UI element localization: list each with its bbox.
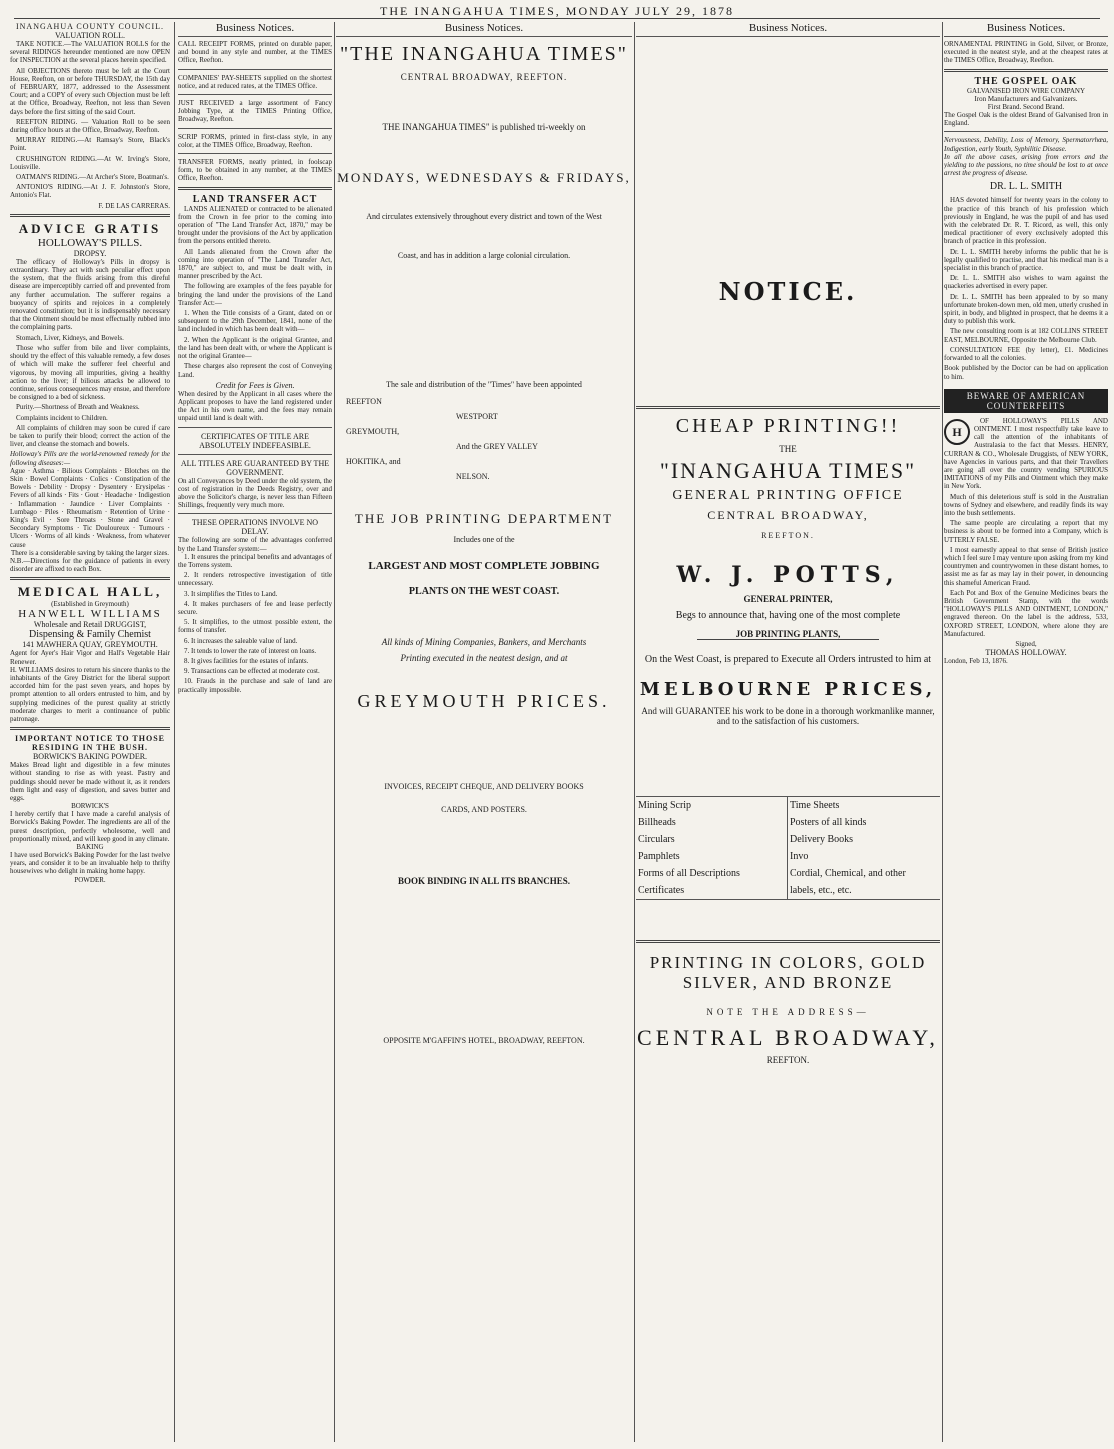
land-transfer-paragraph: 1. When the Title consists of a Grant, dated on or subsequent to the 29th December, 1841, none of the land included in which has been dealt with— xyxy=(178,309,332,334)
potts-name: W. J. POTTS, xyxy=(676,562,900,588)
column-divider xyxy=(634,22,635,1442)
borwick-heading: BORWICK'S BAKING POWDER. xyxy=(32,752,148,762)
medical-text: H. WILLIAMS desires to return his sincere thanks to the inhabitants of the Grey District for the liberal support accorded him for the past seven years, and hopes by prompt attention to all orders entrusted to him, and by supplying medicines of the purest quality at strictly moderate charges to merit a continuance of public patronage. xyxy=(10,665,170,723)
operations-item: 9. Transactions can be effected at moderate cost. xyxy=(184,667,320,676)
saving-note: There is a considerable saving by taking the larger sizes. xyxy=(10,548,170,557)
times-subtitle: CENTRAL BROADWAY, REEFTON. xyxy=(400,72,568,82)
divider xyxy=(10,214,170,217)
divider xyxy=(10,727,170,730)
beware-notice xyxy=(944,417,1108,638)
cheap-printing-heading: CHEAP PRINTING!! xyxy=(675,415,901,437)
operations-item: 7. It tends to lower the rate of interest on loans. xyxy=(184,646,317,655)
land-transfer-paragraph: 2. When the Applicant is the original Grantee, and the land has been dealt with, or where the Applicant is not the original Grantee— xyxy=(178,335,332,361)
divider xyxy=(178,187,332,190)
nervous-text: In all the above cases, arising from errors and the yielding to the passions, no time should be lost to at once arrest the progress of disease. xyxy=(944,152,1108,178)
operations-intro: The following are some of the advantages conferred by the Land Transfer system:— xyxy=(178,536,332,553)
notice-heading: NOTICE. xyxy=(718,277,858,306)
agent-location: GREYMOUTH, xyxy=(346,427,400,436)
manufacturers-line: Iron Manufacturers and Galvanizers. xyxy=(974,94,1078,103)
column-1 xyxy=(10,22,170,884)
medical-established: (Established in Greymouth) xyxy=(51,600,129,609)
agent-location: And the GREY VALLEY xyxy=(456,442,538,451)
central-broadway-footer: CENTRAL BROADWAY, xyxy=(637,1025,939,1050)
doctor-paragraph: Dr. L. L. SMITH has been appealed to by so many unfortunate broken-down men, old men, utterly crushed in spirit, in body, and blighted in prospect, that he deems it a duty to publish this work. xyxy=(944,292,1108,326)
operations-item: 8. It gives facilities for the estates of infants. xyxy=(184,656,309,665)
days-line: MONDAYS, WEDNESDAYS & FRIDAYS, xyxy=(337,170,631,185)
certificates-heading: CERTIFICATES OF TITLE ARE ABSOLUTELY INDEFEASIBLE. xyxy=(199,431,311,450)
london-date: London, Feb 13, 1876. xyxy=(944,657,1008,666)
divider xyxy=(178,427,332,428)
signed-label: Signed, xyxy=(1015,639,1037,648)
operations-item: 1. It ensures the principal benefits and advantages of the Torrens system. xyxy=(178,552,332,569)
agent-location: WESTPORT xyxy=(456,412,498,421)
column-header: Business Notices. xyxy=(636,22,940,37)
doctor-heading: DR. L. L. SMITH xyxy=(989,181,1063,193)
divider xyxy=(636,406,940,409)
dropsy-paragraph: Those who suffer from bile and liver complaints, should try the effect of this valuable remedy, a few doses of which will make the sufferer feel cheerful and vigorous, by moving all impurities, giving a healthy action to the liver; if bilious attacks be allowed to continue, serious consequences may ensue, and therefore be consigned to a bed of sickness. xyxy=(10,343,170,402)
job-printing-heading: THE JOB PRINTING DEPARTMENT xyxy=(354,511,614,526)
beware-paragraph: OF HOLLOWAY'S PILLS AND OINTMENT. I most respectfully take leave to call the attention of the inhabitants of Australasia to the fact that Messrs. HENRY, CURRAN & CO., Wholesale Druggists, of NEW YORK, have Agencies in various parts, and that their Travellers are going all over the country vending SPURIOUS IMITATIONS of my Pills and Ointment which they make in New York. xyxy=(944,416,1108,491)
land-transfer-paragraph: LANDS ALIENATED or contracted to be alienated from the Crown in fee prior to the coming into operation of "The Land Transfer Act, 1870," may be brought under the provisions of the Act by application from the persons entitled thereto. xyxy=(178,204,332,246)
general-printer: GENERAL PRINTER, xyxy=(743,594,833,604)
dropsy-paragraph: Stomach, Liver, Kidneys, and Bowels. xyxy=(16,333,124,342)
column-5 xyxy=(944,22,1108,665)
valuation-paragraph: OATMAN'S RIDING.—At Archer's Store, Boatman's. xyxy=(16,173,169,182)
dropsy-paragraph: The efficacy of Holloway's Pills in dropsy is extraordinary. They act with such peculiar effect upon the system, that the fluids arising from this direful disease are imperceptibly carried off and prevented from any further accumulation. The sufferer regains a buoyancy of spirits and rejoices in a completely renovated constitution; but it is indispensably necessary that the Ointment should be most effectually rubbed into the complaining parts. xyxy=(10,257,170,332)
westcoast-line: On the West Coast, is prepared to Execute all Orders intrusted to him at xyxy=(644,654,932,665)
doctor-paragraph: Dr. L. L. SMITH hereby informs the public that he is legally qualified to practise, and that his medical man is a specialist in this branch of practice. xyxy=(944,247,1108,273)
valuation-paragraph: ANTONIO'S RIDING.—At J. F. Johnston's Store, Antonio's Flat. xyxy=(10,183,170,200)
agent-location: NELSON. xyxy=(456,472,490,481)
divider xyxy=(944,131,1108,132)
beware-paragraph: I most earnestly appeal to that sense of British justice which I feel sure I may venture upon asking from my kind countrymen and countrywomen in these distant homes, to assist me as far as may lay in their power, in denouncing this shameful American Fraud. xyxy=(944,545,1108,587)
column-divider xyxy=(334,22,335,1442)
operations-item: 4. It makes purchasers of fee and lease perfectly secure. xyxy=(178,599,332,616)
divider xyxy=(944,69,1108,72)
work-type-item: Time Sheets xyxy=(790,800,840,811)
valuation-notice xyxy=(10,40,170,200)
plants-line: PLANTS ON THE WEST COAST. xyxy=(408,586,560,597)
divider xyxy=(178,454,332,455)
holloway-heading: HOLLOWAY'S PILLS. xyxy=(37,236,143,249)
transfer-forms-notice: TRANSFER FORMS, neatly printed, in foolscap form, to be obtained in any number, at the TIMES Office, Reefton. xyxy=(178,158,332,183)
column-header: Business Notices. xyxy=(178,22,332,37)
galvanised-heading: GALVANISED IRON WIRE COMPANY xyxy=(966,86,1086,95)
greymouth-prices: GREYMOUTH PRICES. xyxy=(357,691,611,711)
column-2 xyxy=(178,22,332,696)
central-broadway: CENTRAL BROADWAY, xyxy=(707,508,869,522)
work-type-item: Forms of all Descriptions xyxy=(636,865,788,882)
agents-list xyxy=(336,397,632,481)
scrip-forms-notice: SCRIP FORMS, printed in first-class style, in any color, at the TIMES Office, Broadway, Reefton. xyxy=(178,132,332,149)
ailments-list: Ague · Asthma · Bilious Complaints · Blotches on the Skin · Bowel Complaints · Colics · Constipation of the Bowels · Debility · Dropsy · Dysentery · Erysipelas · Fevers of all kinds · Fits · Gout · Headache · Indigestion · Inflammation · Jaundice · Liver Complaints · Lumbago · Piles · Rheumatism · Retention of Urine · King's Evil · Sore Throats · Stone and Gravel · Secondary Symptoms · Tic Douloureux · Tumours · Ulcers · Worms of all kinds · Weakness, from whatever cause xyxy=(10,466,170,549)
invoices-line: INVOICES, RECEIPT CHEQUE, AND DELIVERY BOOKS xyxy=(384,782,584,791)
divider xyxy=(636,940,940,943)
work-type-item: Circulars xyxy=(636,831,788,848)
medical-address: 141 MAWHERA QUAY, GREYMOUTH. xyxy=(22,640,158,650)
doctor-text xyxy=(944,196,1108,362)
work-types-list xyxy=(636,796,940,900)
kinds-line: All kinds of Mining Companies, Bankers, and Merchants xyxy=(381,637,587,647)
beware-paragraph: Each Pot and Box of the Genuine Medicines bears the British Government Stamp, with the words "HOLLOWAY'S PILLS AND OINTMENT, LONDON," engraved thereon. On the label is the address, 533, OXFORD STREET, LONDON, where alone they are Manufactured. xyxy=(944,588,1108,638)
reefton-label: REEFTON. xyxy=(761,531,815,540)
pay-sheets-notice: COMPANIES' PAY-SHEETS supplied on the shortest notice, and at reduced rates, at the TIMES Office. xyxy=(178,73,332,90)
work-type-item: Invo xyxy=(790,851,809,862)
baking-text: I have used Borwick's Baking Powder for the last twelve years, and consider it to be an invaluable help to thrifty housewives who delight in making home happy. xyxy=(10,851,170,876)
ornamental-notice: ORNAMENTAL PRINTING in Gold, Silver, or Bronze, executed in the neatest style, and at the cheapest rates at the TIMES Office, Broadway, Reefton. xyxy=(944,40,1108,65)
divider xyxy=(178,153,332,154)
valuation-paragraph: MURRAY RIDING.—At Ramsay's Store, Black's Point. xyxy=(10,136,170,153)
valuation-paragraph: TAKE NOTICE.—The VALUATION ROLLS for the several RIDINGS hereunder mentioned are now OPEN for INSPECTION at the several places herein specified. xyxy=(10,40,170,65)
borwick-certificate: I hereby certify that I have made a careful analysis of Borwick's Baking Powder. The ingredients are all of the purest description, perfectly wholesome, well and proportionally mixed, and will keep good in any climate. xyxy=(10,810,170,843)
masthead-rule xyxy=(14,18,1100,19)
book-note: Book published by the Doctor can be had on application to him. xyxy=(944,364,1108,381)
land-transfer-paragraph: These charges also represent the cost of Conveying Land. xyxy=(178,362,332,379)
masthead: THE INANGAHUA TIMES, MONDAY JULY 29, 1878 xyxy=(380,4,734,18)
guaranteed-heading: ALL TITLES ARE GUARANTEED BY THE GOVERNMENT. xyxy=(180,458,330,477)
general-printing-office: GENERAL PRINTING OFFICE xyxy=(672,488,904,503)
brand-line: First Brand. Second Brand. xyxy=(987,102,1065,111)
colors-heading: PRINTING IN COLORS, GOLD SILVER, AND BRONZE xyxy=(649,953,927,992)
credit-text: When desired by the Applicant in all cases where the Applicant proposes to have the land registered under the Act in his own name, and the fees may remain unpaid until land is dealt with. xyxy=(178,389,332,423)
bookbinding-line: BOOK BINDING IN ALL ITS BRANCHES. xyxy=(397,876,571,886)
work-type-item: Certificates xyxy=(636,882,788,899)
dropsy-text xyxy=(10,258,170,448)
dropsy-paragraph: Purity.—Shortness of Breath and Weakness. xyxy=(16,403,140,412)
melbourne-prices: MELBOURNE PRICES, xyxy=(639,679,937,700)
published-line: THE INANGAHUA TIMES" is published tri-weekly on xyxy=(382,122,586,132)
operations-list xyxy=(178,553,332,694)
guarantee-line: And will GUARANTEE his work to be done in a thorough workmanlike manner, and to the satisfaction of his customers. xyxy=(641,706,935,726)
circulates-line: And circulates extensively throughout every district and town of the West xyxy=(366,212,602,221)
job-plants-line: JOB PRINTING PLANTS, xyxy=(697,629,879,640)
operations-heading: THESE OPERATIONS INVOLVE NO DELAY. xyxy=(191,518,319,537)
column-divider xyxy=(942,22,943,1442)
largest-line: LARGEST AND MOST COMPLETE JOBBING xyxy=(368,560,600,572)
holloway-signature: THOMAS HOLLOWAY. xyxy=(985,648,1067,658)
agents-intro: The sale and distribution of the "Times" have been appointed xyxy=(386,380,582,389)
coast-line: Coast, and has in addition a large colonial circulation. xyxy=(397,251,571,260)
wholesale-line: Wholesale and Retail DRUGGIST, xyxy=(33,620,147,630)
land-transfer-paragraph: The following are examples of the fees payable for bringing the land under the provisions of the Land Transfer Act:— xyxy=(178,282,332,307)
work-type-item: Cordial, Chemical, and other xyxy=(790,868,906,879)
dropsy-heading: DROPSY. xyxy=(73,248,107,258)
holloway-seal-icon: H xyxy=(944,419,970,445)
borwick-text: Makes Bread light and digestible in a few minutes without standing to rise as with yeast. Pastry and puddings should never be made without it, as it renders them light and easy of digestion, and saves butter and eggs. xyxy=(10,761,170,803)
gospel-text: The Gospel Oak is the oldest Brand of Galvanised Iron in England. xyxy=(944,111,1108,128)
land-transfer-paragraph: All Lands alienated from the Crown after the coming into operation of "The Land Transfer Act, 1870," are subject to, and must be dealt with, in manner prescribed by the Act. xyxy=(178,247,332,281)
begs-line: Begs to announce that, having one of the most complete xyxy=(675,610,901,621)
beware-paragraph: The same people are circulating a report that my business is about to be formed into a Company, which is UTTERLY FALSE. xyxy=(944,519,1108,544)
divider xyxy=(178,94,332,95)
cards-line: CARDS, AND POSTERS. xyxy=(441,805,527,814)
column-4 xyxy=(636,22,940,1065)
doctor-paragraph: CONSULTATION FEE (by letter), £1. Medicines forwarded to all the colonies. xyxy=(944,345,1108,363)
holloway-list-intro: Holloway's Pills are the world-renowned remedy for the following diseases:— xyxy=(10,450,170,467)
address-note: NOTE THE ADDRESS— xyxy=(706,1007,870,1017)
operations-item: 5. It simplifies, to the utmost possible extent, the forms of transfer. xyxy=(178,618,332,635)
advice-heading: ADVICE GRATIS xyxy=(18,220,162,236)
gospel-oak-heading: THE GOSPEL OAK xyxy=(974,75,1078,87)
beware-paragraph: Much of this deleterious stuff is sold in the Australian towns of Sydney and elsewhere, and readily finds its way into the bush settlements. xyxy=(944,492,1108,517)
times-title: "THE INANGAHUA TIMES" xyxy=(340,43,628,65)
work-type-item: Delivery Books xyxy=(790,834,854,845)
work-type-item: labels, etc., etc. xyxy=(790,885,852,896)
certificates-text: On all Conveyances by Deed under the old system, the cost of registration in the Deeds Registry, over and above the Solicitor's charge, is never less than Fifteen Shillings, frequently very much more. xyxy=(178,476,332,510)
nervous-heading: Nervousness, Debility, Loss of Memory, Spermatorrhœa, Indigestion, early Youth, Syphilitic Disease. xyxy=(944,136,1108,153)
work-type-item: Pamphlets xyxy=(636,848,788,865)
times-name: "INANGAHUA TIMES" xyxy=(659,458,917,483)
important-notice: IMPORTANT NOTICE TO THOSE RESIDING IN THE BUSH. xyxy=(14,734,165,753)
beware-banner: BEWARE OF AMERICAN COUNTERFEITS xyxy=(944,389,1108,413)
doctor-paragraph: Dr. L. L. SMITH also wishes to warn against the quackeries advertised in every paper. xyxy=(944,274,1108,291)
dropsy-paragraph: Complaints incident to Children. xyxy=(16,413,108,422)
printing-line: Printing executed in the neatest design, and at xyxy=(400,653,568,663)
operations-item: 3. It simplifies the Titles to Land. xyxy=(184,589,278,598)
address-footer: OPPOSITE M'GAFFIN'S HOTEL, BROADWAY, REEFTON. xyxy=(383,1036,585,1045)
operations-item: 6. It increases the saleable value of land. xyxy=(184,636,298,645)
borwick-heading-2: BORWICK'S xyxy=(71,802,109,811)
hanwell-williams: HANWELL WILLIAMS xyxy=(18,608,162,621)
divider xyxy=(178,69,332,70)
agent-location: REEFTON xyxy=(346,397,382,406)
medical-hall-heading: MEDICAL HALL, xyxy=(17,584,163,600)
credit-heading: Credit for Fees is Given. xyxy=(215,380,295,390)
valuation-paragraph: All OBJECTIONS thereto must be left at the Court House, Reefton, on or before THURSDAY, the 15th day of FEBRUARY, 1877, addressed to the Assessment Court; and a COPY of every such Objection must be left at the Office, Broadway, Reefton, not less than Seven days before the first sitting of the said Court. xyxy=(10,66,170,116)
agent-line: Agent for Ayer's Hair Vigor and Hall's Vegetable Hair Renewer. xyxy=(10,649,170,666)
column-header: Business Notices. xyxy=(336,22,632,37)
work-type-item: Mining Scrip xyxy=(636,797,788,814)
operations-item: 2. It renders retrospective investigation of title unnecessary. xyxy=(178,571,332,588)
the-label: THE xyxy=(779,444,797,454)
column-3 xyxy=(336,22,632,1045)
job-subtitle: Includes one of the xyxy=(453,535,515,544)
column-divider xyxy=(174,22,175,1442)
work-type-item: Billheads xyxy=(636,814,788,831)
powder-heading: POWDER. xyxy=(74,875,106,884)
baking-heading: BAKING xyxy=(76,843,104,852)
council-heading: INANGAHUA COUNTY COUNCIL. xyxy=(15,22,165,31)
dispensing-line: Dispensing & Family Chemist xyxy=(29,629,151,641)
valuation-signature: F. DE LAS CARRERAS. xyxy=(98,201,170,210)
divider xyxy=(178,128,332,129)
reefton-footer: REEFTON. xyxy=(766,1055,810,1065)
doctor-paragraph: The new consulting room is at 182 COLLINS STREET EAST, MELBOURNE, Opposite the Melbourne Club. xyxy=(944,327,1108,344)
agent-location: HOKITIKA, and xyxy=(346,457,401,466)
valuation-paragraph: CRUSHINGTON RIDING.—At W. Irving's Store, Louisville. xyxy=(10,154,170,171)
doctor-paragraph: HAS devoted himself for twenty years in the colony to the practice of this branch of his profession which previously in England, he was the pupil of and has used with the celebrated Dr. R. T. Ricord, as well, this only medical practitioner of every exclusively adopted this branch of practice in this profession. xyxy=(944,196,1108,246)
call-receipt-notice: CALL RECEIPT FORMS, printed on durable paper, and bound in any style and number, at the TIMES Office, Reefton. xyxy=(178,40,332,65)
type-received-notice: JUST RECEIVED a large assortment of Fancy Jobbing Type, at the TIMES Printing Office, Broadway, Reefton. xyxy=(178,99,332,124)
valuation-title: VALUATION ROLL. xyxy=(54,31,126,40)
work-type-item: Posters of all kinds xyxy=(790,817,867,828)
divider xyxy=(10,577,170,580)
beware-text xyxy=(944,417,1108,638)
valuation-paragraph: REEFTON RIDING. — Valuation Roll to be seen during office hours at the Office, Broadway, Reefton. xyxy=(10,117,170,135)
land-transfer-heading: LAND TRANSFER ACT xyxy=(192,193,318,205)
operations-item: 10. Frauds in the purchase and sale of land are practically impossible. xyxy=(178,677,332,694)
column-header: Business Notices. xyxy=(944,22,1108,37)
dropsy-paragraph: All complaints of children may soon be cured if care be taken to purify their blood; correct the action of the liver, and cleanse the stomach and bowels. xyxy=(10,423,170,449)
land-transfer-text xyxy=(178,205,332,379)
divider xyxy=(178,513,332,514)
directions-note: N.B.—Directions for the guidance of patients in every disorder are affixed to each Box. xyxy=(10,556,170,574)
